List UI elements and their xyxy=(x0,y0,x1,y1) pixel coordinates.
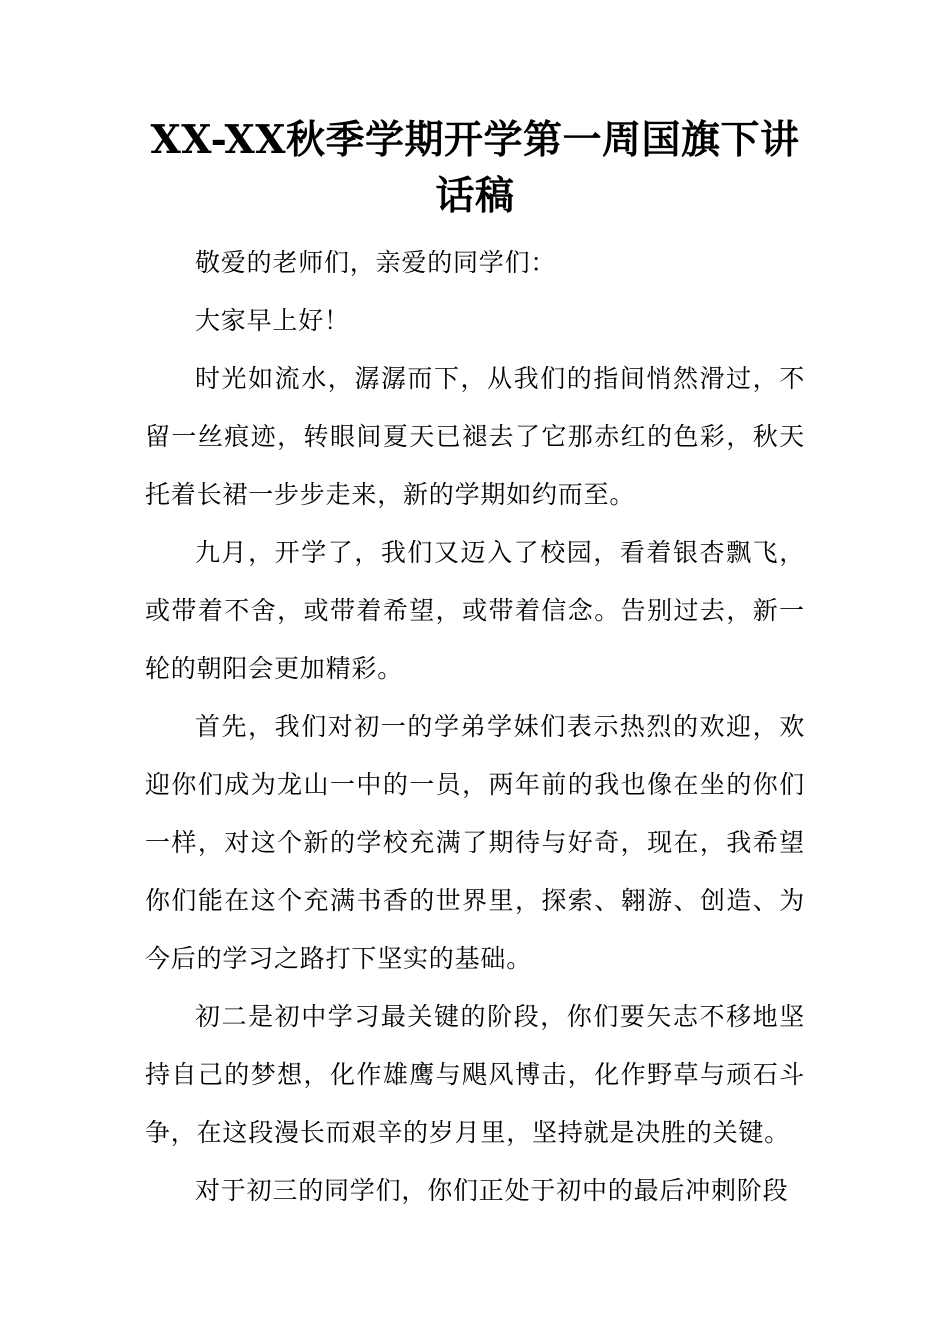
paragraph: 对于初三的同学们，你们正处于初中的最后冲刺阶段 xyxy=(195,1176,789,1205)
paragraph: 时光如流水，潺潺而下，从我们的指间悄然滑过，不留一丝痕迹，转眼间夏天已褪去了它那赤红的色彩，秋天托着长裙一步步走来，新的学期如约而至。 xyxy=(145,364,805,509)
paragraph-greeting: 大家早上好！ xyxy=(195,306,350,335)
paragraph: 初二是初中学习最关键的阶段，你们要矢志不移地坚持自己的梦想，化作雄鹰与飓风博击，化作野草与顽石斗争，在这段漫长而艰辛的岁月里，坚持就是决胜的关键。 xyxy=(145,1002,805,1147)
document-body xyxy=(145,234,805,1220)
paragraph-salutation: 敬爱的老师们，亲爱的同学们： xyxy=(195,248,557,277)
paragraph: 首先，我们对初一的学弟学妹们表示热烈的欢迎，欢迎你们成为龙山一中的一员，两年前的我也像在坐的你们一样，对这个新的学校充满了期待与好奇，现在，我希望你们能在这个充满书香的世界里，探索、翱游、创造、为今后的学习之路打下坚实的基础。 xyxy=(145,712,805,973)
paragraph: 九月，开学了，我们又迈入了校园，看着银杏飘飞，或带着不舍，或带着希望，或带着信念。告别过去，新一轮的朝阳会更加精彩。 xyxy=(145,538,805,683)
document-title: XX-XX秋季学期开学第一周国旗下讲话稿 xyxy=(150,117,800,219)
